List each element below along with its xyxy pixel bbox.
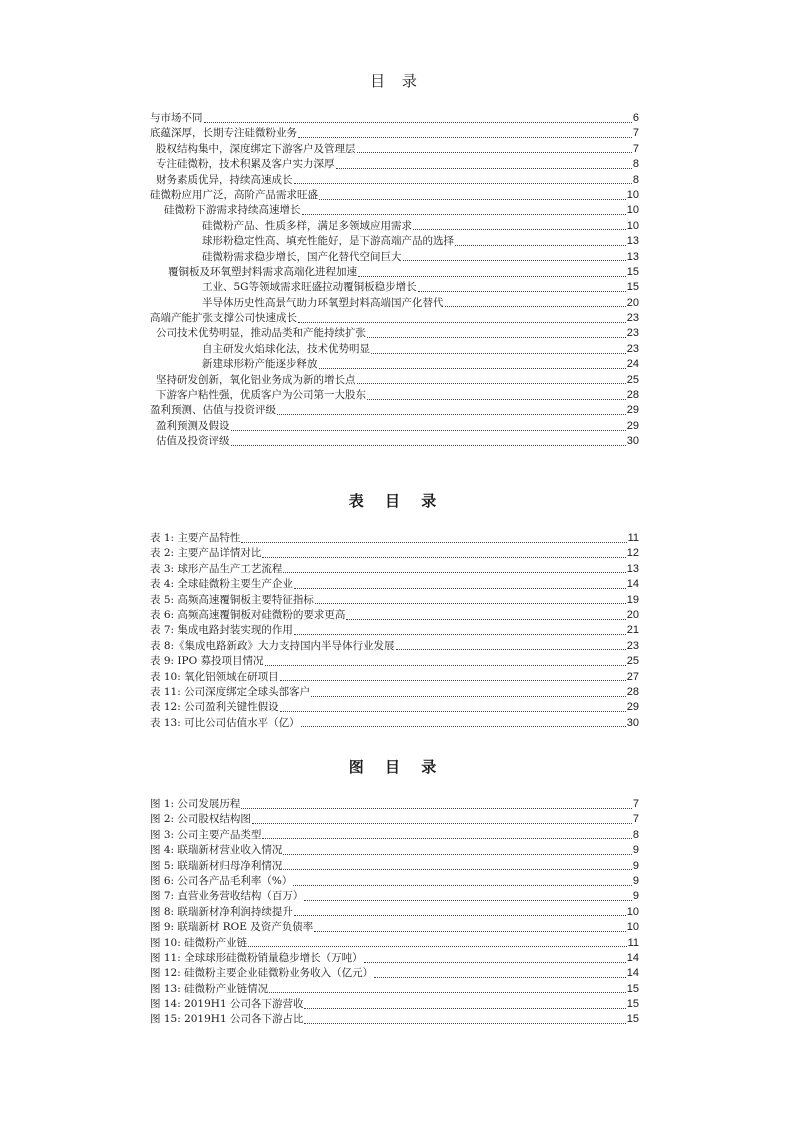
dot-leader (357, 382, 626, 384)
figure-entry[interactable] (150, 874, 639, 889)
dot-leader (358, 275, 626, 277)
table-entry[interactable] (150, 562, 639, 577)
figure-entry-page-number: 9 (632, 844, 639, 857)
dot-leader (301, 725, 626, 727)
toc-entry-label: 自主研发火焰球化法，技术优势明显 (202, 342, 370, 355)
toc-entry-page-number: 7 (632, 142, 639, 155)
figure-entry-page-number: 8 (632, 828, 639, 841)
dot-leader (413, 228, 626, 230)
dot-leader (231, 444, 626, 446)
table-entry-label: 表 3: 球形产品生产工艺流程 (150, 562, 283, 575)
figure-entry[interactable] (150, 828, 639, 843)
dot-leader (418, 290, 626, 292)
figure-entry[interactable] (150, 859, 639, 874)
toc-entry[interactable] (150, 203, 639, 218)
dot-leader (314, 930, 626, 932)
figure-entry[interactable] (150, 797, 639, 812)
dot-leader (336, 167, 632, 169)
table-entry-page-number: 19 (626, 593, 639, 606)
toc-entry-label: 工业、5G等领域需求旺盛拉动覆铜板稳步增长 (202, 281, 417, 294)
dot-leader (248, 945, 627, 947)
dot-leader (277, 413, 626, 415)
table-entry-label: 表 8:《集成电路新政》大力支持国内半导体行业发展 (150, 639, 395, 652)
dot-leader (294, 182, 632, 184)
figure-entry-page-number: 14 (626, 951, 639, 964)
dot-leader (445, 305, 626, 307)
dot-leader (241, 541, 626, 543)
figure-entry-label: 图 9: 联瑞新材 ROE 及资产负债率 (150, 921, 314, 934)
toc-entry[interactable] (150, 388, 639, 403)
dot-leader (346, 618, 625, 620)
dot-leader (367, 398, 626, 400)
figure-entry-label: 图 5: 联瑞新材归母净利情况 (150, 859, 283, 872)
tables-title: 表 目 录 (348, 492, 445, 510)
figure-entry-label: 图 1: 公司发展历程 (150, 798, 241, 810)
figure-entry-label: 图 11: 全球球形硅微粉销量稳步增长（万吨） (150, 951, 363, 964)
figure-entry[interactable] (150, 997, 639, 1012)
toc-entry[interactable] (150, 280, 639, 295)
table-entry-page-number: 23 (626, 639, 639, 652)
toc-entry-page-number: 24 (626, 358, 639, 371)
toc-entry-page-number: 20 (626, 296, 639, 309)
table-entry-label: 表 5: 高频高速覆铜板主要特征指标 (150, 593, 314, 606)
figure-entry-label: 图 2: 公司股权结构图 (150, 813, 251, 826)
toc-entry[interactable] (150, 188, 639, 203)
toc-entry[interactable] (150, 173, 639, 188)
dot-leader (293, 884, 632, 886)
toc-entry-page-number: 23 (626, 342, 639, 355)
figure-entry-label: 图 14: 2019H1 公司各下游营收 (150, 998, 304, 1011)
table-entry-label: 表 7: 集成电路封装实现的作用 (150, 624, 293, 637)
figure-entry-label: 图 13: 硅微粉产业链情况 (150, 982, 269, 995)
dot-leader (262, 837, 631, 839)
dot-leader (319, 198, 626, 200)
toc-entry-label: 硅微粉应用广泛，高阶产品需求旺盛 (150, 188, 318, 201)
toc-entry-label: 底蕴深厚，长期专注硅微粉业务 (150, 127, 297, 140)
toc-entry[interactable] (150, 111, 639, 126)
toc-entry-label: 公司技术优势明显，推动品类和产能持续扩张 (156, 327, 366, 340)
tables-list (150, 531, 639, 731)
dot-leader (204, 121, 632, 123)
table-entry-label: 表 11: 公司深度绑定全球头部客户 (150, 685, 311, 698)
toc-entry-page-number: 30 (626, 435, 639, 448)
figures-list (150, 797, 639, 1028)
toc-entry[interactable] (150, 326, 639, 341)
table-entry[interactable] (150, 623, 639, 638)
dot-leader (455, 244, 626, 246)
figure-entry-page-number: 11 (627, 936, 639, 949)
toc-entry-page-number: 8 (632, 158, 639, 171)
dot-leader (396, 648, 626, 650)
toc-entry-page-number: 15 (626, 265, 639, 278)
table-entry-page-number: 20 (626, 608, 639, 621)
dot-leader (280, 710, 626, 712)
toc-entry[interactable] (150, 311, 639, 326)
table-entry-label: 表 9: IPO 募投项目情况 (150, 655, 264, 668)
dot-leader (302, 213, 626, 215)
toc-entry-page-number: 13 (626, 250, 639, 263)
toc-entry-page-number: 7 (632, 127, 639, 140)
table-entry[interactable] (150, 670, 639, 685)
dot-leader (298, 321, 626, 323)
table-entry[interactable] (150, 531, 639, 546)
table-entry-page-number: 27 (626, 670, 639, 683)
figure-entry-label: 图 8: 联瑞新材净利润持续提升 (150, 905, 293, 918)
figure-entry[interactable] (150, 1012, 639, 1027)
dot-leader (231, 429, 626, 431)
figure-entry[interactable] (150, 889, 639, 904)
toc-entry-label: 硅微粉需求稳步增长，国产化替代空间巨大 (202, 250, 402, 263)
figure-entry[interactable] (150, 982, 639, 997)
toc-entry-label: 高端产能扩张支撑公司快速成长 (150, 312, 297, 325)
table-entry-label: 表 10: 氧化铝领域在研项目 (150, 670, 279, 683)
toc-entry[interactable] (150, 434, 639, 449)
toc-entry-label: 下游客户粘性强，优质客户为公司第一大股东 (156, 389, 366, 402)
toc-entry-label: 盈利预测、估值与投资评级 (150, 404, 276, 417)
figure-entry[interactable] (150, 920, 639, 935)
dot-leader (371, 352, 626, 354)
table-entry-page-number: 13 (626, 562, 639, 575)
figure-entry-page-number: 10 (626, 921, 639, 934)
dot-leader (304, 1022, 625, 1024)
figure-entry[interactable] (150, 812, 639, 827)
toc-entry[interactable] (150, 250, 639, 265)
table-entry-page-number: 28 (626, 685, 639, 698)
dot-leader (311, 695, 626, 697)
dot-leader (265, 664, 626, 666)
figure-entry-label: 图 4: 联瑞新材营业收入情况 (150, 844, 283, 857)
table-entry-label: 表 4: 全球硅微粉主要生产企业 (150, 578, 293, 591)
figure-entry-page-number: 15 (626, 1013, 639, 1026)
figure-entry[interactable] (150, 843, 639, 858)
figure-entry-page-number: 15 (626, 998, 639, 1011)
figures-title: 图 目 录 (348, 758, 445, 776)
table-entry-page-number: 29 (626, 701, 639, 714)
toc-entry[interactable] (150, 157, 639, 172)
table-entry[interactable] (150, 577, 639, 592)
figure-entry[interactable] (150, 905, 639, 920)
toc-entry-label: 半导体历史性高景气助力环氧塑封料高端国产化替代 (202, 296, 444, 309)
dot-leader (298, 136, 632, 138)
table-entry-page-number: 30 (626, 716, 639, 729)
toc-entry[interactable] (150, 403, 639, 418)
figure-entry[interactable] (150, 966, 639, 981)
toc-entry-page-number: 28 (626, 389, 639, 402)
table-entry[interactable] (150, 654, 639, 669)
toc-entry-page-number: 13 (626, 235, 639, 248)
toc-entry-page-number: 10 (626, 219, 639, 232)
toc-entry-label: 股权结构集中，深度绑定下游客户及管理层 (156, 142, 356, 155)
table-entry-label: 表 6: 高频高速覆铜板对硅微粉的要求更高 (150, 608, 346, 621)
dot-leader (374, 976, 626, 978)
table-entry[interactable] (150, 700, 639, 715)
dot-leader (294, 914, 626, 916)
figure-entry-label: 图 7: 直营业务营收结构（百万） (150, 890, 304, 903)
figure-entry-page-number: 10 (626, 905, 639, 918)
figure-entry-page-number: 15 (626, 982, 639, 995)
toc-entry-label: 盈利预测及假设 (156, 419, 230, 432)
dot-leader (262, 556, 625, 558)
figure-entry-page-number: 7 (632, 813, 639, 826)
figure-entry[interactable] (150, 936, 639, 951)
dot-leader (283, 868, 631, 870)
toc-title: 目 录 (370, 72, 423, 90)
dot-leader (304, 1007, 625, 1009)
toc-entry-label: 估值及投资评级 (156, 435, 230, 448)
toc-entry[interactable] (150, 342, 639, 357)
dot-leader (241, 807, 631, 809)
toc-entry-page-number: 23 (626, 327, 639, 340)
dot-leader (269, 991, 626, 993)
toc-entry[interactable] (150, 234, 639, 249)
toc-entry-label: 坚持研发创新，氧化铝业务成为新的增长点 (156, 373, 356, 386)
toc-entry[interactable] (150, 126, 639, 141)
toc-entry-page-number: 6 (632, 112, 639, 124)
toc-entry-label: 新建球形粉产能逐步释放 (202, 358, 318, 371)
toc-entry-page-number: 23 (626, 312, 639, 325)
toc-entry[interactable] (150, 357, 639, 372)
dot-leader (280, 679, 626, 681)
table-entry[interactable] (150, 716, 639, 731)
toc-entry-page-number: 25 (626, 373, 639, 386)
table-entry-page-number: 25 (626, 655, 639, 668)
table-entry-label: 表 12: 公司盈利关键性假设 (150, 701, 279, 714)
figure-entry-label: 图 3: 公司主要产品类型 (150, 828, 262, 841)
toc-entry-label: 覆铜板及环氧塑封料需求高端化进程加速 (168, 265, 357, 278)
figure-entry-label: 图 10: 硅微粉产业链 (150, 936, 248, 949)
toc-entry-label: 专注硅微粉，技术积累及客户实力深厚 (156, 158, 335, 171)
table-entry[interactable] (150, 685, 639, 700)
toc-entry[interactable] (150, 142, 639, 157)
toc-entry-label: 球形粉稳定性高、填充性能好，是下游高端产品的选择 (202, 235, 454, 248)
table-entry-label: 表 13: 可比公司估值水平（亿） (150, 716, 300, 729)
dot-leader (319, 367, 626, 369)
table-entry[interactable] (150, 608, 639, 623)
table-entry[interactable] (150, 593, 639, 608)
toc-entry-label: 硅微粉产品、性质多样，满足多领域应用需求 (202, 219, 412, 232)
toc-entry-label: 硅微粉下游需求持续高速增长 (164, 204, 301, 217)
toc-entry-page-number: 8 (632, 173, 639, 186)
table-entry[interactable] (150, 639, 639, 654)
toc-entry[interactable] (150, 373, 639, 388)
table-entry-page-number: 21 (626, 624, 639, 637)
toc-entry-page-number: 10 (626, 204, 639, 217)
toc-entry[interactable] (150, 265, 639, 280)
dot-leader (403, 259, 626, 261)
dot-leader (294, 633, 626, 635)
toc-entry-page-number: 29 (626, 419, 639, 432)
figure-entry-page-number: 9 (632, 859, 639, 872)
table-entry-label: 表 2: 主要产品详情对比 (150, 547, 262, 560)
toc-list (150, 111, 639, 450)
toc-entry[interactable] (150, 296, 639, 311)
figure-entry-page-number: 7 (632, 798, 639, 810)
figure-entry-page-number: 9 (632, 874, 639, 887)
dot-leader (364, 961, 626, 963)
toc-entry-page-number: 15 (626, 281, 639, 294)
toc-entry-page-number: 10 (626, 188, 639, 201)
figure-entry-label: 图 6: 公司各产品毛利率（%） (150, 874, 293, 887)
table-entry-page-number: 14 (626, 578, 639, 591)
toc-entry-label: 财务素质优异，持续高速成长 (156, 173, 293, 186)
dot-leader (367, 336, 626, 338)
dot-leader (357, 151, 632, 153)
dot-leader (294, 587, 626, 589)
dot-leader (283, 853, 631, 855)
toc-entry-page-number: 29 (626, 404, 639, 417)
dot-leader (252, 822, 632, 824)
toc-entry[interactable] (150, 419, 639, 434)
figure-entry-page-number: 9 (632, 890, 639, 903)
table-entry-page-number: 11 (627, 532, 639, 544)
toc-entry-label: 与市场不同 (150, 112, 203, 124)
figure-entry[interactable] (150, 951, 639, 966)
toc-entry[interactable] (150, 219, 639, 234)
figure-entry-label: 图 12: 硅微粉主要企业硅微粉业务收入（亿元） (150, 967, 374, 980)
figure-entry-page-number: 14 (626, 967, 639, 980)
dot-leader (283, 571, 625, 573)
table-entry-label: 表 1: 主要产品特性 (150, 532, 241, 544)
dot-leader (304, 899, 631, 901)
table-entry-page-number: 12 (626, 547, 639, 560)
figure-entry-label: 图 15: 2019H1 公司各下游占比 (150, 1013, 304, 1026)
table-entry[interactable] (150, 546, 639, 561)
dot-leader (315, 602, 626, 604)
